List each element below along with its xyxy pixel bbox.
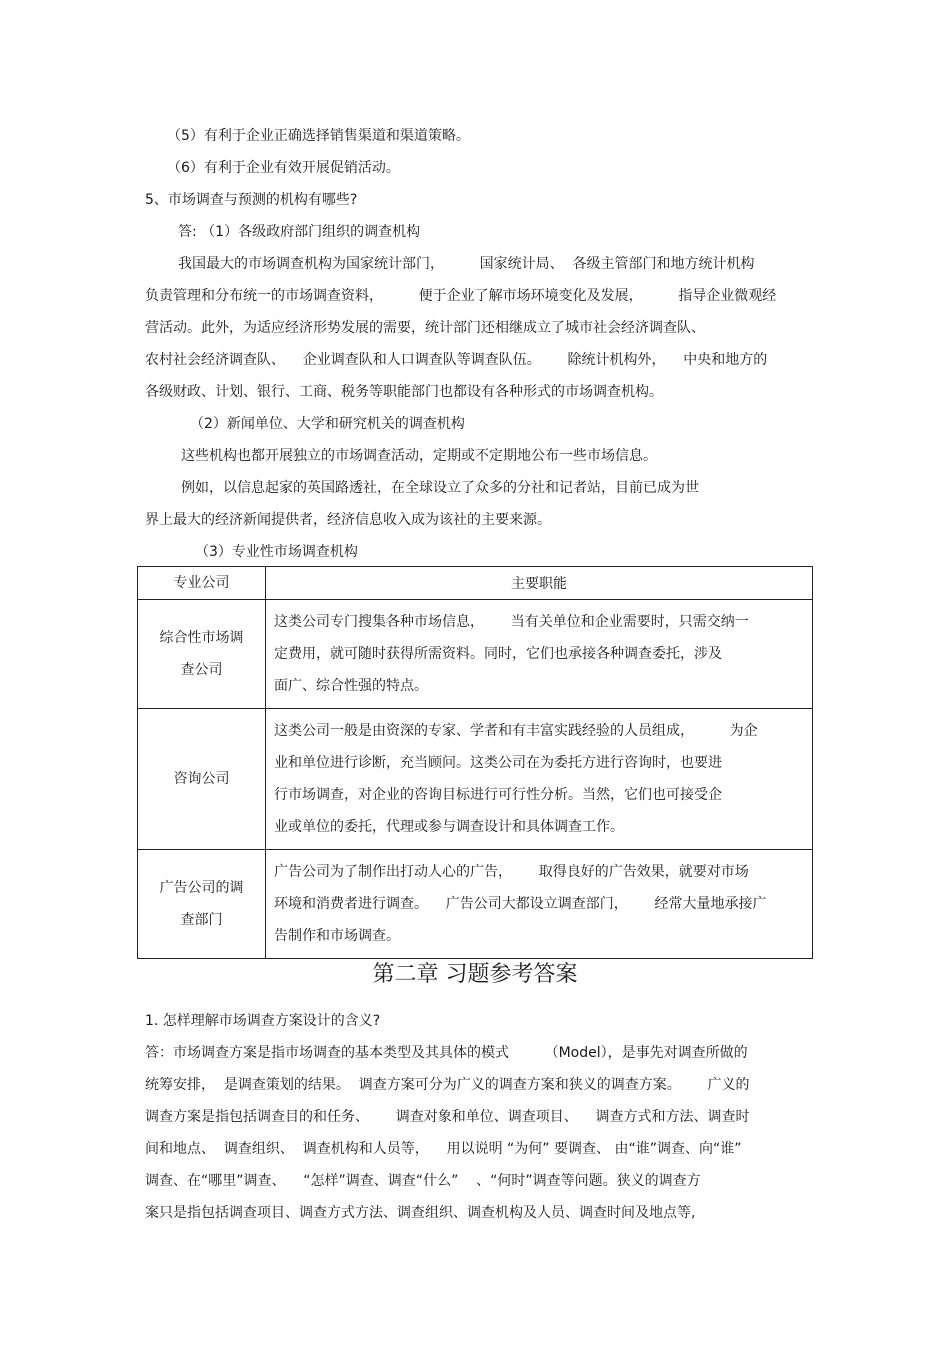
duty-line: 业或单位的委托，代理或参与调查设计和具体调查工作。 bbox=[274, 819, 624, 835]
cell-company bbox=[138, 850, 266, 959]
cell-company bbox=[138, 709, 266, 850]
duty-line: 业和单位进行诊断，充当顾问。这类公司在为委托方进行咨询时，也要进 bbox=[274, 755, 722, 771]
text-line: 营活动。此外，为适应经济形势发展的需要，统计部门还相继成立了城市社会经济调查队、 bbox=[145, 320, 705, 336]
text-line: 界上最大的经济新闻提供者，经济信息收入成为该社的主要来源。 bbox=[145, 512, 551, 528]
table-row bbox=[138, 709, 813, 850]
table-header-row bbox=[138, 567, 813, 600]
company-line: 综合性市场调 bbox=[159, 630, 244, 646]
company-line: 查部门 bbox=[180, 912, 223, 928]
duty-line: 行市场调查，对企业的咨询目标进行可行性分析。当然，它们也可接受企 bbox=[274, 787, 722, 803]
duty-line: 面广、综合性强的特点。 bbox=[274, 678, 428, 694]
text-line: 调查方案是指包括调查目的和任务、 调查对象和单位、调查项目、 调查方式和方法、调查时 bbox=[145, 1109, 750, 1125]
text-line: 答：市场调查方案是指市场调查的基本类型及其具体的模式 （Model），是事先对调查所做的 bbox=[145, 1045, 748, 1061]
text-line: （5）有利于企业正确选择销售渠道和渠道策略。 bbox=[167, 128, 470, 144]
text-line: 例如，以信息起家的英国路透社，在全球设立了众多的分社和记者站，目前已成为世 bbox=[181, 480, 699, 496]
text-line: 我国最大的市场调查机构为国家统计部门， 国家统计局、 各级主管部门和地方统计机构 bbox=[178, 256, 755, 272]
text-line: 各级财政、计划、银行、工商、税务等职能部门也都设有各种形式的市场调查机构。 bbox=[145, 384, 663, 400]
header-duty: 主要职能 bbox=[266, 567, 813, 600]
cell-duty bbox=[266, 709, 813, 850]
cell-duty bbox=[266, 600, 813, 709]
duty-line: 定费用，就可随时获得所需资料。同时，它们也承接各种调查委托，涉及 bbox=[274, 646, 722, 662]
cell-company bbox=[138, 600, 266, 709]
institution-table bbox=[137, 566, 813, 959]
duty-line: 这类公司一般是由资深的专家、学者和有丰富实践经验的人员组成， 为企 bbox=[274, 723, 758, 739]
text-line: 间和地点、 调查组织、 调查机构和人员等， 用以说明 “为何” 要调查、 由“谁”调查、向“谁” bbox=[145, 1141, 742, 1157]
text-line: 调查、在“哪里”调查、 “怎样”调查、调查“什么” 、“何时”调查等问题。狭义的调查方 bbox=[145, 1173, 701, 1189]
table-row bbox=[138, 600, 813, 709]
cell-duty bbox=[266, 850, 813, 959]
text-line: 1. 怎样理解市场调查方案设计的含义? bbox=[145, 1013, 381, 1029]
duty-line: 环境和消费者进行调查。 广告公司大都设立调查部门， 经常大量地承接广 bbox=[274, 896, 767, 912]
duty-line: 告制作和市场调查。 bbox=[274, 928, 400, 944]
text-line: 案只是指包括调查项目、调查方式方法、调查组织、调查机构及人员、调查时间及地点等, bbox=[145, 1205, 696, 1221]
text-line: 农村社会经济调查队、 企业调查队和人口调查队等调查队伍。 除统计机构外， 中央和地方的 bbox=[145, 352, 768, 368]
chapter-title: 第二章 习题参考答案 bbox=[372, 962, 578, 987]
company-line: 咨询公司 bbox=[173, 771, 230, 787]
text-line: 5、市场调查与预测的机构有哪些? bbox=[145, 192, 358, 208]
text-line: （3）专业性市场调查机构 bbox=[195, 544, 358, 560]
text-line: （6）有利于企业有效开展促销活动。 bbox=[167, 160, 400, 176]
company-line: 查公司 bbox=[180, 662, 223, 678]
header-company: 专业公司 bbox=[138, 567, 266, 600]
text-line: （2）新闻单位、大学和研究机关的调查机构 bbox=[190, 416, 465, 432]
text-line: 统筹安排， 是调查策划的结果。 调查方案可分为广义的调查方案和狭义的调查方案。 广义的 bbox=[145, 1077, 750, 1093]
duty-line: 广告公司为了制作出打动人心的广告， 取得良好的广告效果，就要对市场 bbox=[274, 864, 749, 880]
text-line: 答: （1）各级政府部门组织的调查机构 bbox=[178, 224, 421, 240]
text-line: 这些机构也都开展独立的市场调查活动，定期或不定期地公布一些市场信息。 bbox=[181, 448, 657, 464]
duty-line: 这类公司专门搜集各种市场信息， 当有关单位和企业需要时，只需交纳一 bbox=[274, 614, 749, 630]
text-line: 负责管理和分布统一的市场调查资料， 便于企业了解市场环境变化及发展， 指导企业微观经 bbox=[145, 288, 777, 304]
table-row bbox=[138, 850, 813, 959]
company-line: 广告公司的调 bbox=[159, 880, 244, 896]
